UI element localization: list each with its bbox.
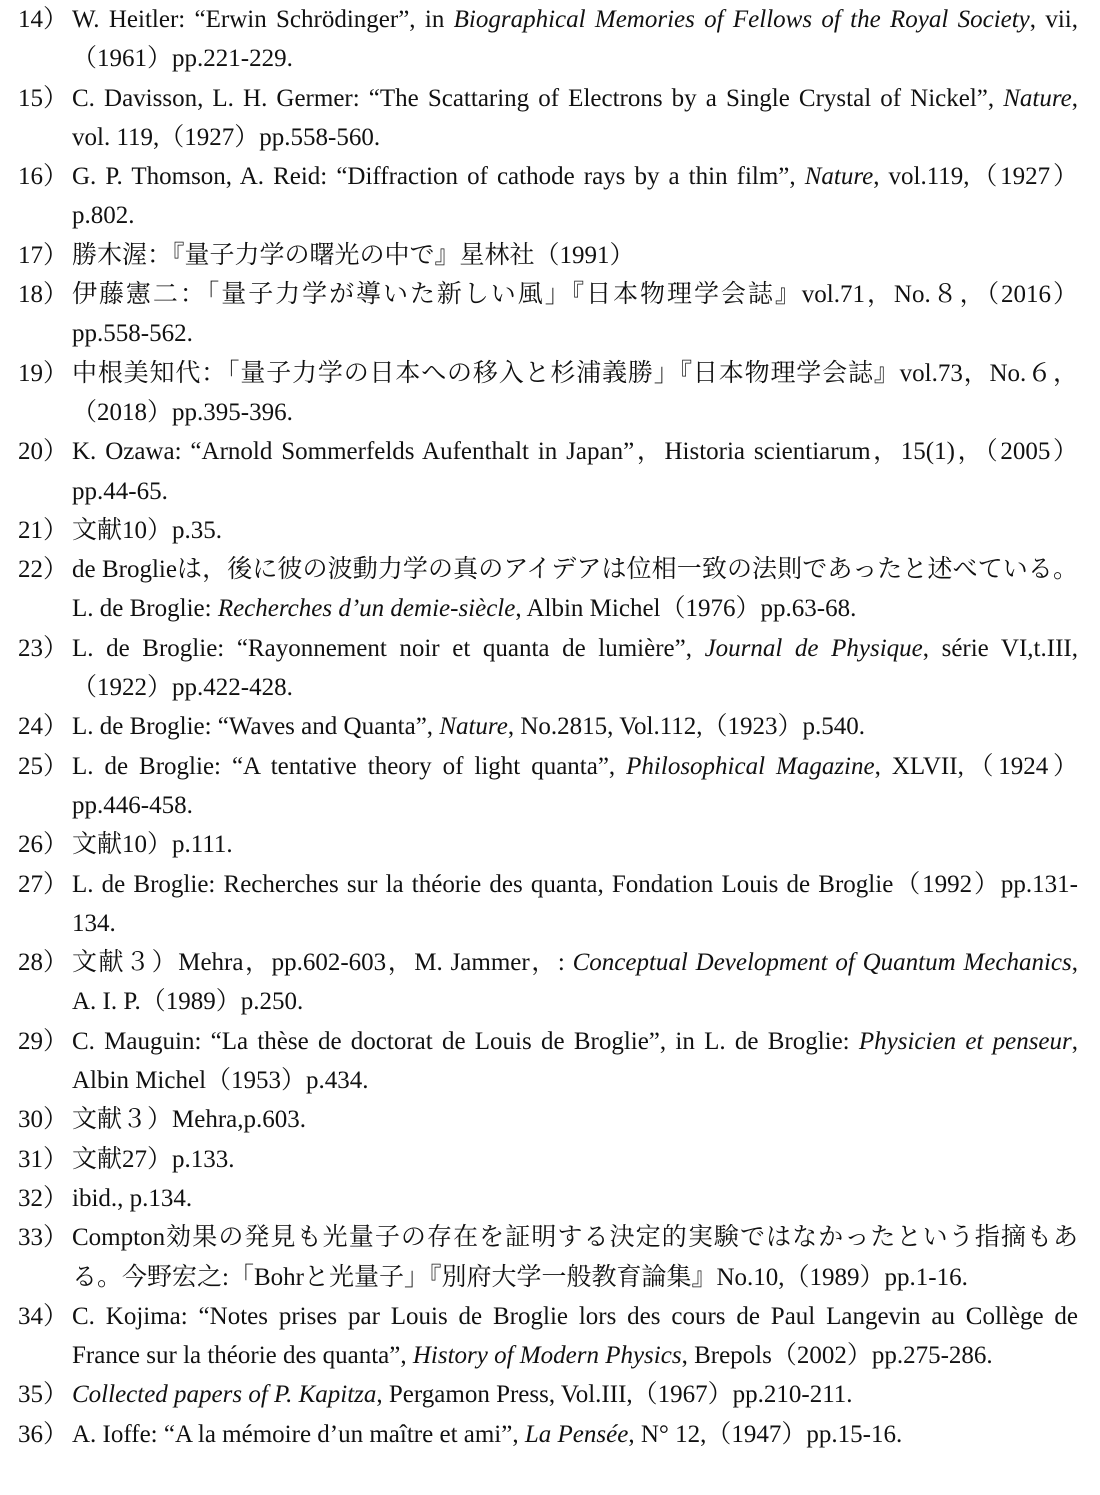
reference-text-segment: , Albin Michel（1976）pp.63-68. bbox=[515, 595, 857, 623]
reference-text-segment: , A. I. P.（1989）p.250. bbox=[72, 949, 1078, 1016]
reference-text bbox=[72, 1421, 902, 1448]
reference-item bbox=[0, 1100, 1100, 1139]
reference-text bbox=[72, 1146, 235, 1173]
reference-item bbox=[0, 1179, 1100, 1218]
reference-text bbox=[72, 753, 1078, 819]
reference-title-italic: Conceptual Development of Quantum Mechanics bbox=[572, 949, 1072, 977]
reference-item bbox=[0, 1218, 1100, 1297]
reference-text-segment: C. Mauguin: “La thèse de doctorat de Louis de Broglie”, in L. de Broglie: bbox=[72, 1027, 859, 1055]
reference-title-italic: Philosophical Magazine bbox=[626, 752, 875, 780]
reference-item bbox=[0, 354, 1100, 433]
reference-number: 31） bbox=[18, 1145, 69, 1173]
reference-text bbox=[72, 242, 635, 269]
reference-text-segment: ibid., p.134. bbox=[72, 1184, 193, 1212]
reference-number: 16） bbox=[18, 163, 69, 191]
reference-text-segment: Compton効果の発見も光量子の存在を証明する決定的実験ではなかったという指摘もある。今野宏之:「Bohrと光量子」『別府大学一般教育論集』No.10,（1989）pp.1-16. bbox=[72, 1224, 1078, 1291]
reference-text-segment: , vii,（1961）pp.221-229. bbox=[72, 6, 1078, 73]
reference-text-segment: 勝木渥：『量子力学の曙光の中で』星林社（1991） bbox=[72, 241, 635, 269]
reference-text bbox=[72, 556, 1078, 622]
reference-text-segment: A. Ioffe: “A la mémoire d’un maître et ami”, bbox=[72, 1420, 525, 1448]
reference-title-italic: Biographical Memories of Fellows of the Royal Society bbox=[453, 6, 1030, 33]
reference-text-segment: 文献27）p.133. bbox=[72, 1145, 235, 1173]
reference-text-segment: , vol.119,（1927）p.802. bbox=[72, 163, 1078, 230]
reference-title-italic: Physicien et penseur bbox=[858, 1027, 1072, 1055]
reference-text-segment: 文献３）Mehra，pp.602-603，M. Jammer，: bbox=[72, 949, 573, 977]
reference-text-segment: , vol. 119,（1927）pp.558-560. bbox=[72, 84, 1078, 151]
reference-number: 17） bbox=[18, 241, 69, 269]
reference-text bbox=[72, 831, 233, 858]
reference-item bbox=[0, 275, 1100, 354]
reference-text bbox=[72, 713, 865, 740]
reference-text bbox=[72, 6, 1078, 72]
reference-text-segment: K. Ozawa: “Arnold Sommerfelds Aufenthalt in Japan”，Historia scientiarum，15(1)，（2005）pp.44-65. bbox=[72, 438, 1078, 505]
reference-title-italic: Journal de Physique bbox=[704, 634, 923, 662]
reference-text bbox=[72, 1106, 306, 1133]
reference-text bbox=[72, 871, 1078, 937]
reference-number: 20） bbox=[18, 438, 69, 466]
reference-item bbox=[0, 1297, 1100, 1376]
reference-text-segment: W. Heitler: “Erwin Schrödinger”, in bbox=[72, 6, 454, 33]
reference-text-segment: 文献10）p.111. bbox=[72, 831, 233, 859]
reference-item bbox=[0, 0, 1100, 79]
reference-text bbox=[72, 1185, 192, 1212]
reference-item bbox=[0, 511, 1100, 550]
reference-text-segment: , Brepols（2002）pp.275-286. bbox=[681, 1342, 993, 1370]
reference-number: 36） bbox=[18, 1420, 69, 1448]
reference-text-segment: , No.2815, Vol.112,（1923）p.540. bbox=[507, 713, 866, 741]
reference-item bbox=[0, 79, 1100, 158]
reference-item bbox=[0, 1375, 1100, 1414]
reference-number: 22） bbox=[18, 556, 69, 584]
reference-number: 19） bbox=[18, 359, 69, 387]
reference-item bbox=[0, 747, 1100, 826]
reference-text-segment: L. de Broglie: Recherches sur la théorie des quanta, Fondation Louis de Broglie（1992）pp.131-134. bbox=[72, 870, 1078, 937]
reference-title-italic: Recherches d’un demie-siècle bbox=[217, 595, 516, 623]
reference-text-segment: 伊藤憲二：「量子力学が導いた新しい風」『日本物理学会誌』vol.71，No.８，（2016）pp.558-562. bbox=[72, 281, 1078, 348]
reference-text bbox=[72, 163, 1078, 229]
reference-item bbox=[0, 1415, 1100, 1454]
reference-number: 26） bbox=[18, 831, 69, 859]
reference-text bbox=[72, 635, 1078, 701]
reference-item bbox=[0, 825, 1100, 864]
reference-text-segment: de Broglieは，後に彼の波動力学の真のアイデアは位相一致の法則であったと述べている。L. de Broglie: bbox=[72, 556, 1078, 623]
reference-item bbox=[0, 865, 1100, 944]
reference-text-segment: 文献３）Mehra,p.603. bbox=[72, 1106, 306, 1134]
reference-number: 14） bbox=[18, 6, 69, 33]
reference-number: 32） bbox=[18, 1184, 69, 1212]
reference-text bbox=[72, 1224, 1078, 1290]
reference-text-segment: , N° 12,（1947）pp.15-16. bbox=[628, 1420, 903, 1448]
reference-text-segment: , série VI,t.III,（1922）pp.422-428. bbox=[72, 634, 1078, 702]
reference-text bbox=[72, 85, 1078, 151]
reference-text-segment: C. Davisson, L. H. Germer: “The Scattaring of Electrons by a Single Crystal of Nickel”, bbox=[72, 84, 1004, 112]
reference-number: 25） bbox=[18, 752, 69, 780]
reference-number: 21） bbox=[18, 516, 69, 544]
reference-number: 27） bbox=[18, 870, 69, 898]
reference-title-italic: Nature bbox=[439, 713, 508, 741]
reference-text-segment: C. Kojima: “Notes prises par Louis de Broglie lors des cours de Paul Langevin au Collège de France sur la théorie des quanta”, bbox=[72, 1302, 1078, 1370]
reference-title-italic: Collected papers of P. Kapitza bbox=[72, 1381, 377, 1409]
reference-item bbox=[0, 236, 1100, 275]
reference-text bbox=[72, 1028, 1078, 1094]
reference-number: 34） bbox=[18, 1302, 69, 1330]
reference-title-italic: History of Modern Physics bbox=[412, 1342, 682, 1370]
reference-title-italic: Nature bbox=[804, 163, 874, 191]
reference-number: 24） bbox=[18, 713, 69, 741]
reference-text bbox=[72, 281, 1078, 347]
reference-text bbox=[72, 360, 1078, 426]
reference-text-segment: , Pergamon Press, Vol.III,（1967）pp.210-211. bbox=[376, 1381, 853, 1409]
reference-text-segment: L. de Broglie: “A tentative theory of light quanta”, bbox=[72, 752, 627, 780]
reference-text-segment: 中根美知代：「量子力学の日本への移入と杉浦義勝」『日本物理学会誌』vol.73，No.６，（2018）pp.395-396. bbox=[72, 359, 1078, 426]
reference-number: 35） bbox=[18, 1381, 69, 1409]
reference-number: 15） bbox=[18, 84, 69, 112]
reference-number: 18） bbox=[18, 281, 69, 309]
reference-text bbox=[72, 949, 1078, 1015]
reference-text-segment: L. de Broglie: “Rayonnement noir et quanta de lumière”, bbox=[72, 634, 705, 662]
reference-number: 28） bbox=[18, 949, 69, 977]
reference-text-segment: , XLVII,（1924）pp.446-458. bbox=[72, 752, 1078, 819]
reference-item bbox=[0, 629, 1100, 708]
reference-number: 29） bbox=[18, 1027, 69, 1055]
reference-text-segment: G. P. Thomson, A. Reid: “Diffraction of cathode rays by a thin film”, bbox=[72, 163, 805, 191]
reference-item bbox=[0, 550, 1100, 629]
reference-item bbox=[0, 943, 1100, 1022]
reference-number: 23） bbox=[18, 634, 69, 662]
reference-text bbox=[72, 1303, 1078, 1369]
reference-item bbox=[0, 157, 1100, 236]
reference-item bbox=[0, 1022, 1100, 1101]
reference-title-italic: La Pensée bbox=[524, 1420, 629, 1448]
reference-item bbox=[0, 707, 1100, 746]
reference-number: 30） bbox=[18, 1106, 69, 1134]
reference-text bbox=[72, 438, 1078, 504]
reference-item bbox=[0, 1140, 1100, 1179]
reference-number: 33） bbox=[18, 1224, 69, 1252]
reference-item bbox=[0, 432, 1100, 511]
reference-title-italic: Nature bbox=[1003, 84, 1072, 112]
reference-text bbox=[72, 517, 222, 544]
reference-text bbox=[72, 1381, 853, 1408]
reference-text-segment: L. de Broglie: “Waves and Quanta”, bbox=[72, 713, 440, 741]
reference-text-segment: 文献10）p.35. bbox=[72, 516, 223, 544]
reference-text-segment: , Albin Michel（1953）p.434. bbox=[72, 1027, 1079, 1095]
